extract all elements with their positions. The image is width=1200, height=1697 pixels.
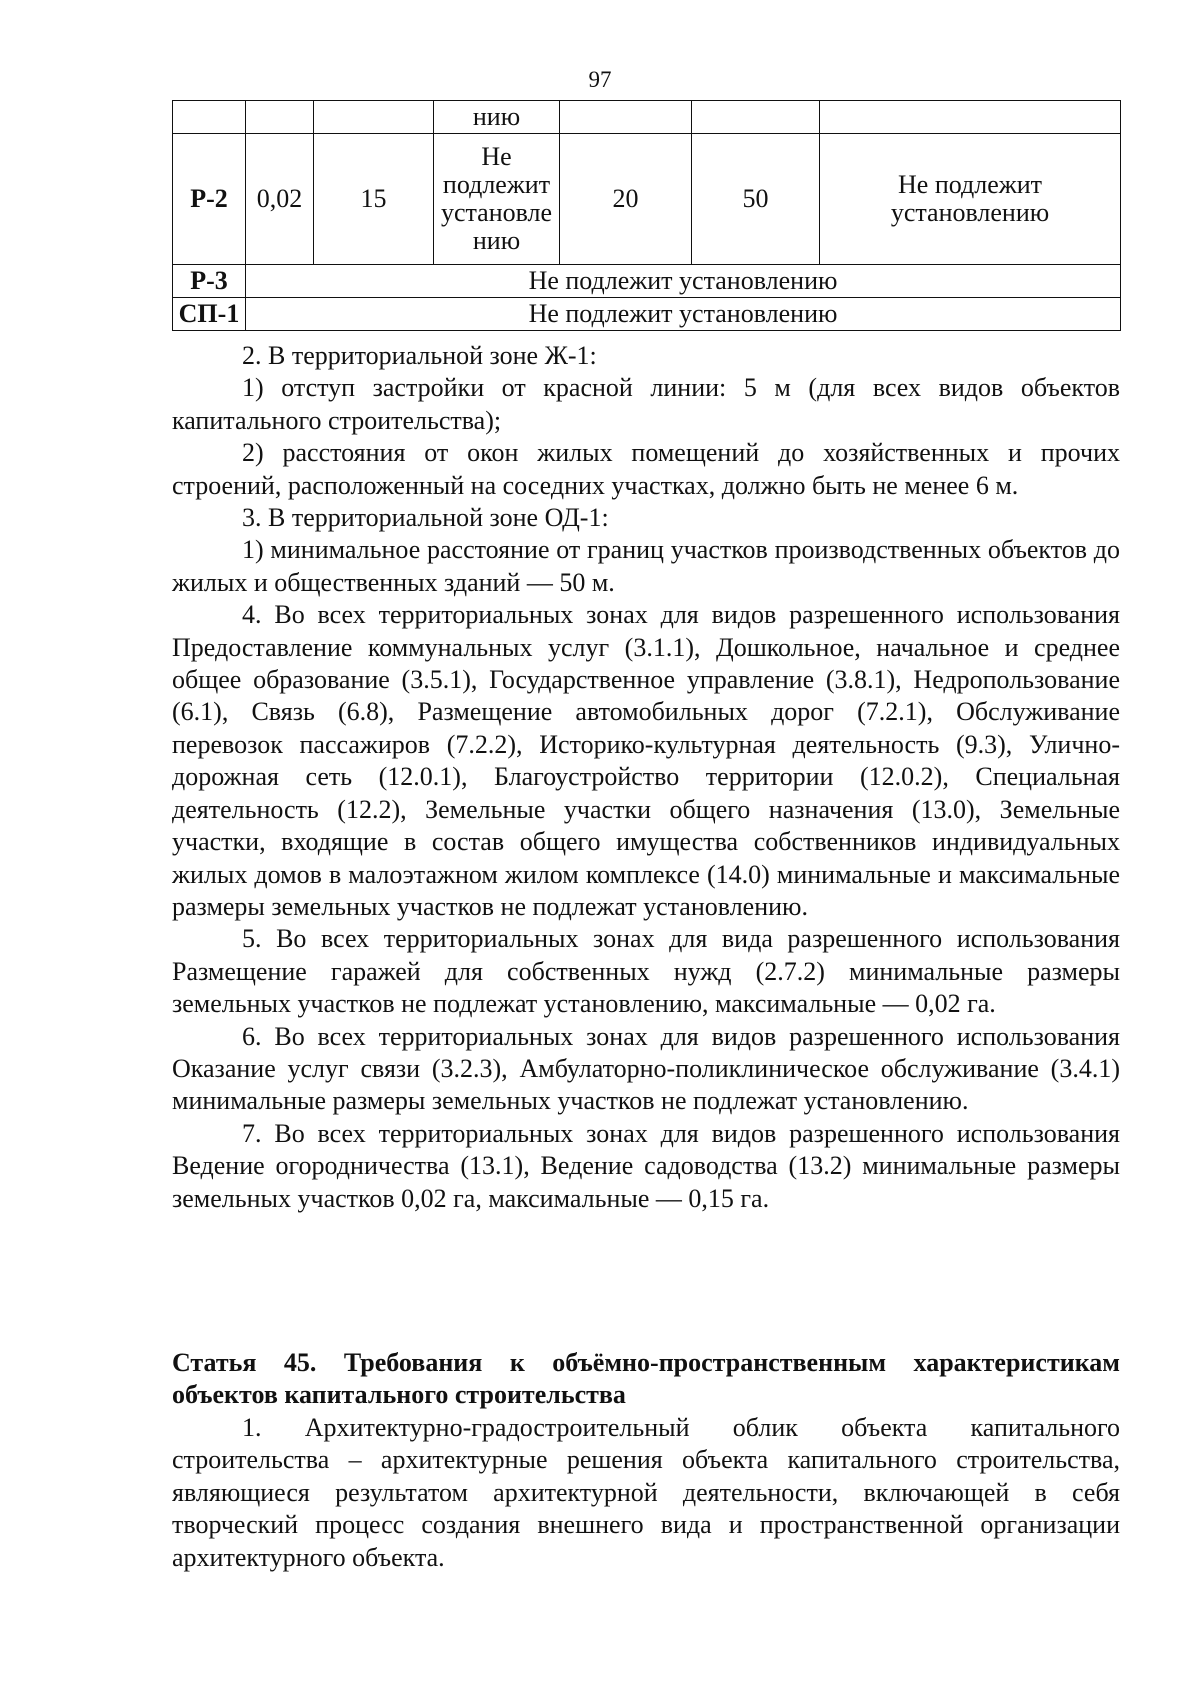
- table-cell: [692, 101, 820, 134]
- table-cell: нию: [434, 101, 560, 134]
- table-row: [173, 298, 1121, 331]
- page-number: 97: [588, 67, 612, 92]
- cell-line: установле: [440, 198, 553, 227]
- paragraph: 1) отступ застройки от красной линии: 5 м (для всех видов объектов капитального строительства);: [172, 373, 1120, 435]
- table-cell: Не подлежит установлению: [246, 265, 1121, 298]
- cell-line: установлению: [890, 198, 1050, 227]
- table-row: [173, 101, 1121, 134]
- paragraph: 2. В территориальной зоне Ж-1:: [242, 341, 597, 370]
- cell-line: Не: [481, 142, 512, 171]
- paragraph: 4. Во всех территориальных зонах для видов разрешенного использования Предоставление коммунальных услуг (3.1.1), Дошкольное, начальное и среднее общее образование (3.5.1), Государственное управление (3.8.1), Недропользование (6.1), Связь (6.8), Размещение автомобильных дорог (7.2.1), Обслуживание перевозок пассажиров (7.2.2), Историко-культурная деятельность (9.3), Улично-дорожная сеть (12.0.1), Благоустройство территории (12.0.2), Специальная деятельность (12.2), Земельные участки общего назначения (13.0), Земельные участки, входящие в состав общего имущества собственников индивидуальных жилых домов в малоэтажном жилом комплексе (14.0) минимальные и максимальные размеры земельных участков не подлежат установлению.: [172, 600, 1120, 921]
- cell-line: нию: [472, 226, 521, 255]
- zone-parameters-table: [172, 100, 1121, 331]
- table-cell: 15: [314, 134, 434, 265]
- cell-line: Не подлежит: [898, 170, 1042, 199]
- table-cell: 20: [560, 134, 692, 265]
- paragraph: 6. Во всех территориальных зонах для видов разрешенного использования Оказание услуг связи (3.2.3), Амбулаторно-поликлиническое обслуживание (3.4.1) минимальные размеры земельных участков не подлежат установлению.: [172, 1021, 1120, 1116]
- zone-code: СП-1: [173, 298, 246, 331]
- paragraph: 5. Во всех территориальных зонах для вида разрешенного использования Размещение гаражей для собственных нужд (2.7.2) минимальные размеры земельных участков не подлежат установлению, максимальные — 0,02 га.: [172, 924, 1120, 1019]
- table-cell: Не подлежит установлению: [246, 298, 1121, 331]
- article-heading: Статья 45. Требования к объёмно-пространственным характеристикам объектов капитального строительства: [172, 1348, 1120, 1410]
- table-cell: [314, 101, 434, 134]
- table-cell: 50: [692, 134, 820, 265]
- table-cell: 0,02: [246, 134, 314, 265]
- paragraph: 1. Архитектурно-градостроительный облик объекта капитального строительства – архитектурные решения объекта капитального строительства, являющиеся результатом архитектурной деятельности, включающей в себя творческий процесс создания внешнего вида и пространственной организации архитектурного объекта.: [172, 1413, 1120, 1572]
- paragraph: 7. Во всех территориальных зонах для видов разрешенного использования Ведение огородничества (13.1), Ведение садоводства (13.2) минимальные размеры земельных участков 0,02 га, максимальные — 0,15 га.: [172, 1118, 1120, 1213]
- table-cell: [434, 134, 560, 265]
- paragraph: 2) расстояния от окон жилых помещений до хозяйственных и прочих строений, расположенный на соседних участках, должно быть не менее 6 м.: [172, 438, 1120, 500]
- body-text: [172, 340, 1120, 1215]
- cell-line: подлежит: [442, 170, 551, 199]
- zone-code: Р-2: [173, 134, 246, 265]
- paragraph: 1) минимальное расстояние от границ участков производственных объектов до жилых и общественных зданий — 50 м.: [172, 535, 1120, 597]
- table-cell: [820, 101, 1121, 134]
- table-cell: [173, 101, 246, 134]
- table-row: [173, 265, 1121, 298]
- table-cell: [560, 101, 692, 134]
- zone-code: Р-3: [173, 265, 246, 298]
- paragraph: 3. В территориальной зоне ОД-1:: [242, 503, 609, 533]
- table-cell: [820, 134, 1121, 265]
- table-cell: [246, 101, 314, 134]
- article-body: [172, 1412, 1120, 1574]
- table-row: [173, 134, 1121, 265]
